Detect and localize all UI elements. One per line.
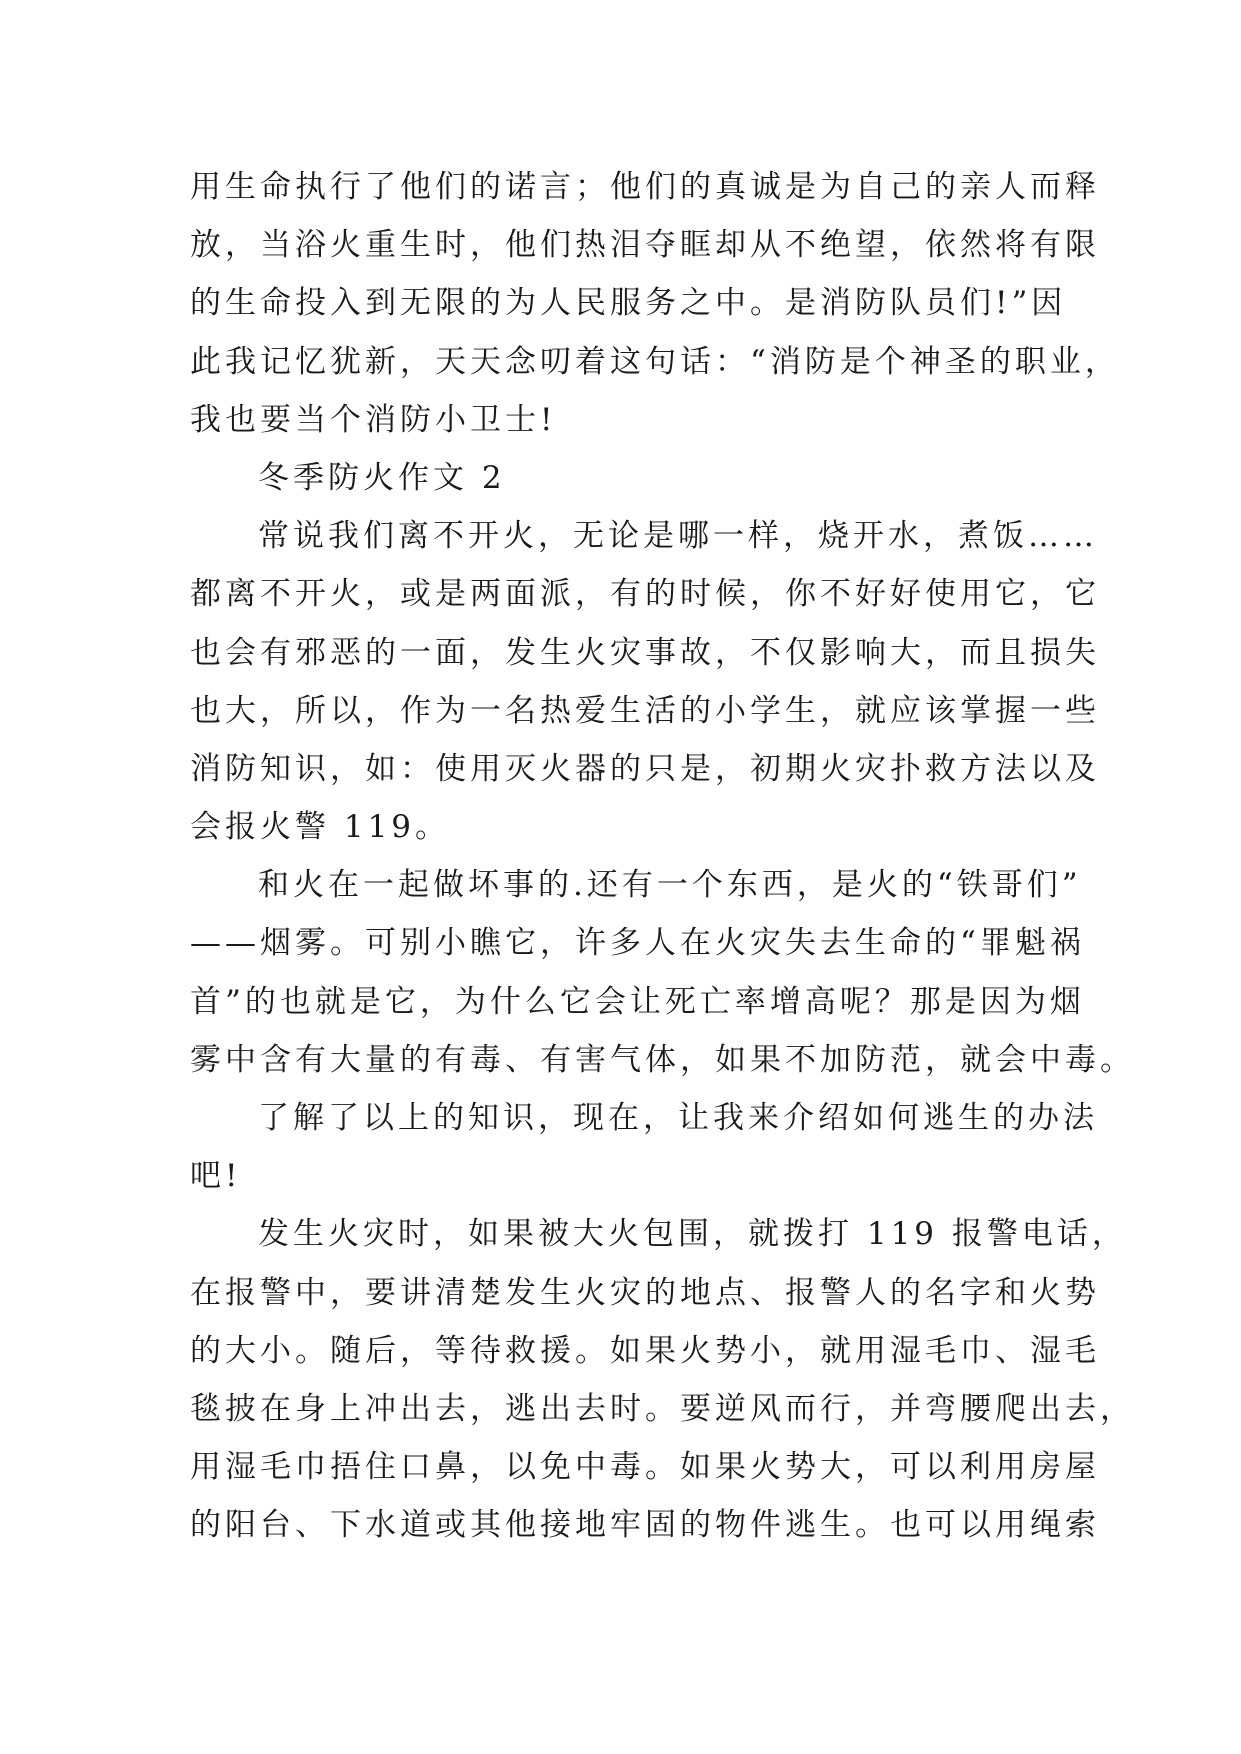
essay-body	[190, 158, 1135, 1555]
text-line: 常说我们离不开火，无论是哪一样，烧开水，煮饭……	[258, 518, 1098, 555]
text-line: 的生命投入到无限的为人民服务之中。是消防队员们!”因	[190, 285, 1067, 322]
text-line: 首”的也就是它，为什么它会让死亡率增高呢？那是因为烟	[190, 983, 1085, 1020]
text-line: 此我记忆犹新，天天念叨着这句话：“消防是个神圣的职业，	[190, 343, 1120, 380]
text-line: 也大，所以，作为一名热爱生活的小学生，就应该掌握一些	[190, 692, 1100, 729]
text-line: 了解了以上的知识，现在，让我来介绍如何逃生的办法	[258, 1100, 1098, 1136]
text-line: 雾中含有大量的有毒、有害气体，如果不加防范，就会中毒。	[190, 1041, 1135, 1078]
text-line: 我也要当个消防小卫士!	[190, 401, 557, 438]
text-line: 消防知识，如：使用灭火器的只是，初期火灾扑救方法以及	[190, 750, 1100, 787]
text-line: 会报火警 119。	[190, 809, 451, 846]
text-line: 也会有邪恶的一面，发生火灾事故，不仅影响大，而且损失	[190, 634, 1100, 671]
text-line: 吧!	[190, 1158, 242, 1195]
text-line: 放，当浴火重生时，他们热泪夺眶却从不绝望，依然将有限	[190, 227, 1100, 264]
text-line: 的阳台、下水道或其他接地牢固的物件逃生。也可以用绳索	[190, 1507, 1100, 1544]
text-line: 都离不开火，或是两面派，有的时候，你不好好使用它，它	[190, 576, 1100, 613]
text-line: 的大小。随后，等待救援。如果火势小，就用湿毛巾、湿毛	[190, 1332, 1100, 1369]
text-line: 用生命执行了他们的诺言；他们的真诚是为自己的亲人而释	[190, 169, 1100, 205]
section-heading: 冬季防火作文 2	[258, 459, 506, 496]
text-line: 毯披在身上冲出去，逃出去时。要逆风而行，并弯腰爬出去，	[190, 1390, 1135, 1427]
text-line: 发生火灾时，如果被大火包围，就拨打 119 报警电话，	[258, 1216, 1127, 1253]
text-line: 和火在一起做坏事的.还有一个东西，是火的“铁哥们”	[258, 867, 1082, 904]
text-line: ——烟雾。可别小瞧它，许多人在火灾失去生命的“罪魁祸	[190, 925, 1085, 962]
text-line: 在报警中，要讲清楚发生火灾的地点、报警人的名字和火势	[190, 1274, 1100, 1311]
text-line: 用湿毛巾捂住口鼻，以免中毒。如果火势大，可以利用房屋	[190, 1449, 1100, 1486]
